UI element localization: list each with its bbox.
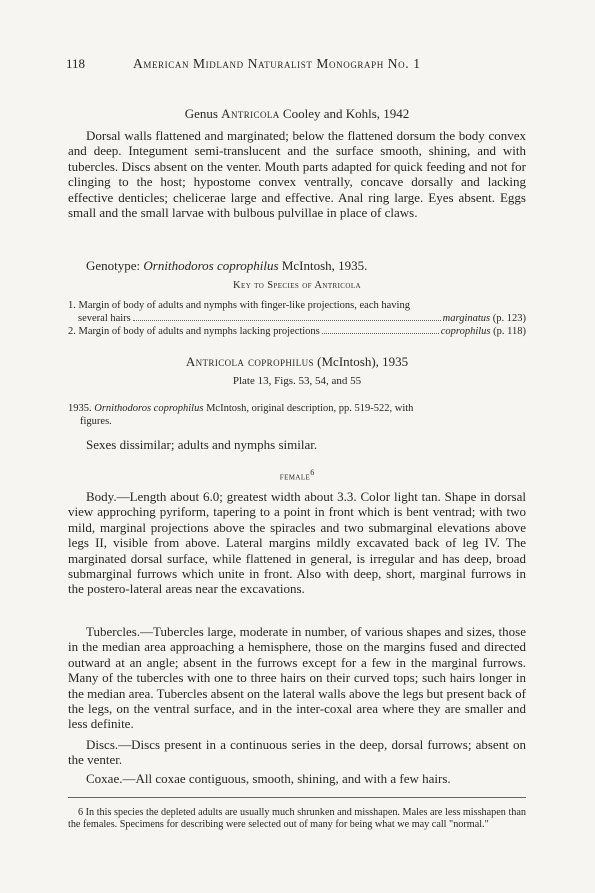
page-number: 118 <box>66 56 86 71</box>
key-item-1-text: several hairs <box>78 313 131 324</box>
genotype-label: Genotype: <box>86 258 141 273</box>
body-paragraph: Body.—Length about 6.0; greatest width about 3.3. Color light tan. Shape in dorsal view approching pyriform, tapering to a point in front which is bent ventrad; with two mild, marginal projections above the spiracles and two submarginal elevations above legs II, visible from above. Lateral margins mildly excavated back of leg IV. The marginated dorsal surface, while flattened in general, is irregular and has deep, broad submarginal furrows which unite in front. Also with deep, short, marginal furrows in the postero-lateral areas near the excavations. <box>68 489 526 597</box>
reference-text-cont: figures. <box>80 416 112 427</box>
genus-name: Antricola <box>221 106 280 121</box>
species-heading <box>68 354 526 370</box>
footnote-mark: 6 <box>310 468 315 477</box>
genotype-authority: McIntosh, 1935. <box>281 258 368 273</box>
genotype-species: Ornithodoros coprophilus <box>143 258 279 273</box>
leader-dots <box>133 320 441 321</box>
key-item-1-page: (p. 123) <box>492 313 526 324</box>
genus-authority: Cooley and Kohls, 1942 <box>282 106 410 121</box>
genus-heading <box>68 106 526 122</box>
sexes-statement: Sexes dissimilar; adults and nymphs similar. <box>86 437 318 452</box>
species-name: Antricola coprophilus <box>185 354 314 369</box>
plate-reference: Plate 13, Figs. 53, 54, and 55 <box>232 375 362 387</box>
female-heading-text: female <box>279 471 311 483</box>
genotype-line <box>86 258 544 274</box>
literature-reference <box>68 402 526 428</box>
reference-text: McIntosh, original description, pp. 519-522, with <box>206 403 414 414</box>
key-item-1-species: marginatus <box>442 313 491 324</box>
leader-dots <box>322 333 439 334</box>
footnote-divider <box>68 797 526 798</box>
coxae-paragraph: Coxae.—All coxae contiguous, smooth, shining, and with a few hairs. <box>86 771 451 786</box>
key-item-2 <box>68 325 526 338</box>
key-item-1-line1: 1. Margin of body of adults and nymphs with finger-like projections, each having <box>68 300 410 311</box>
reference-taxon: Ornithodoros coprophilus <box>94 403 204 414</box>
genus-prefix: Genus <box>184 106 218 121</box>
tubercles-paragraph: Tubercles.—Tubercles large, moderate in number, of various shapes and sizes, those in the median area approaching a hemisphere, those on the margins fused and directed outward at an angle; absent in the furrows except for a few in the marginal furrows. Many of the tubercles with one to three hairs on their curved tops; such hairs longer in the median area. Tubercles absent on the lateral walls above the legs but present back of the legs, on the ventral surface, and in the inter-coxal area where they are smaller and less definite. <box>68 624 526 732</box>
running-title: American Midland Naturalist Monograph No. 1 <box>133 56 421 71</box>
female-heading <box>68 468 526 483</box>
key-item-1-line2 <box>68 312 526 325</box>
footnote: 6 In this species the depleted adults are usually much shrunken and misshapen. Males are less misshapen than the females. Specimens for describing were selected out of many for being what we may call "normal." <box>68 807 526 831</box>
discs-paragraph: Discs.—Discs present in a continuous series in the deep, dorsal furrows; absent on the venter. <box>68 737 526 768</box>
key-item-2-text: 2. Margin of body of adults and nymphs lacking projections <box>68 326 320 337</box>
key-item-2-page: (p. 118) <box>493 326 526 337</box>
species-authority: (McIntosh), 1935 <box>317 354 409 369</box>
genus-description: Dorsal walls flattened and marginated; below the flattened dorsum the body convex and deep. Integument semi-translucent and the surface smooth, shining, and with tubercles. Discs absent on the venter. Mouth parts adapted for quick feeding and not for clinging to the host; hypostome convex ventrally, concave dorsally and lacking effective denticles; chelicerae large and effective. Anal ring large. Eyes absent. Eggs small and the small larvae with bulbous pulvillae in place of claws. <box>68 128 526 221</box>
key-heading: Key to Species of Antricola <box>233 280 361 291</box>
reference-year: 1935. <box>68 403 92 414</box>
key-item-2-species: coprophilus <box>440 326 491 337</box>
